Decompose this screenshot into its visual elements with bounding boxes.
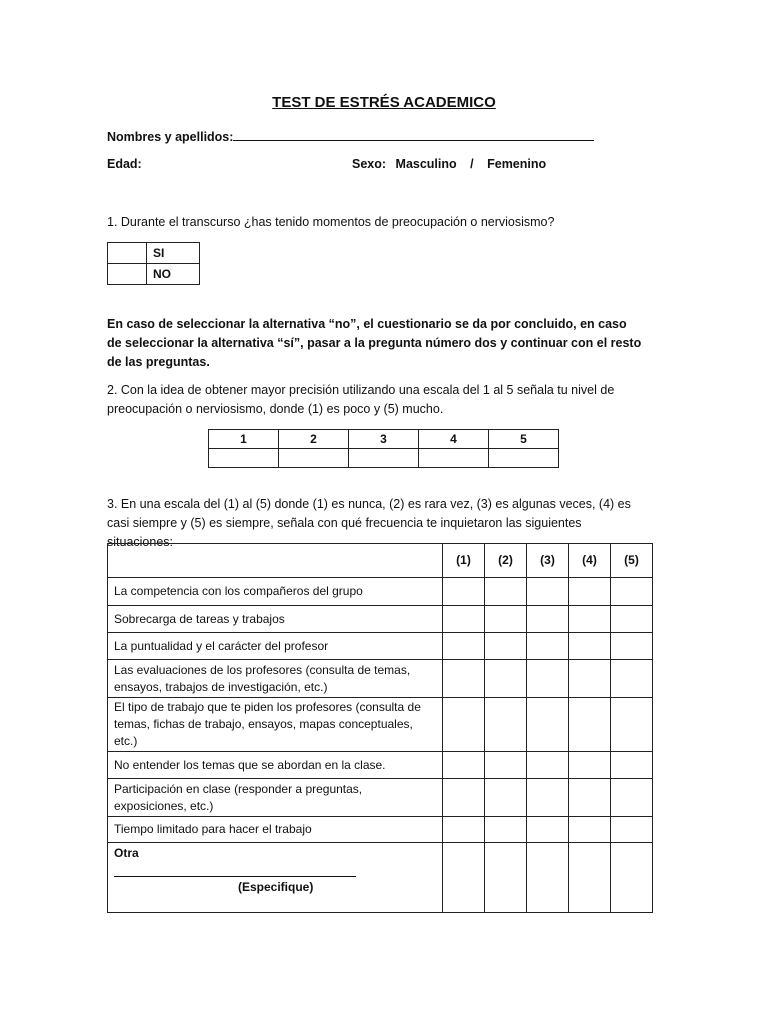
rating-cell[interactable] [485, 843, 527, 913]
situation-label: Participación en clase (responder a preguntas, exposiciones, etc.) [108, 779, 443, 817]
rating-cell[interactable] [611, 752, 653, 779]
question-2: 2. Con la idea de obtener mayor precisión utilizando una escala del 1 al 5 señala tu nivel de preocupación o nerviosismo, donde (1) es poco y (5) mucho. [107, 383, 615, 416]
rating-cell[interactable] [485, 660, 527, 698]
situation-label: El tipo de trabajo que te piden los profesores (consulta de temas, fichas de trabajo, ensayos, mapas conceptuales, etc.) [108, 698, 443, 752]
column-header-4: (4) [569, 544, 611, 578]
scale-answer-1[interactable] [209, 449, 279, 468]
situation-label: Tiempo limitado para hacer el trabajo [108, 817, 443, 843]
instruction-text: En caso de seleccionar la alternativa “no”, el cuestionario se da por concluido, en caso de seleccionar la alternativa “sí”, pasar a la pregunta número dos y continuar con el resto de las preguntas. [107, 317, 642, 369]
rating-cell[interactable] [611, 633, 653, 660]
rating-cell[interactable] [527, 752, 569, 779]
rating-cell[interactable] [527, 633, 569, 660]
scale-label-3: 3 [349, 430, 419, 449]
option-row-si [108, 243, 200, 264]
specify-label: (Especifique) [238, 880, 314, 894]
yes-no-table [107, 242, 200, 285]
question-3: 3. En una escala del (1) al (5) donde (1) es nunca, (2) es rara vez, (3) es algunas veces, (4) es casi siempre y (5) es siempre, señala con qué frecuencia te inquietaron las siguientes situaciones: [107, 497, 631, 549]
column-header-2: (2) [485, 544, 527, 578]
question-1: 1. Durante el transcurso ¿has tenido momentos de preocupación o nerviosismo? [107, 215, 555, 229]
rating-cell[interactable] [569, 817, 611, 843]
frequency-table [107, 543, 653, 913]
column-header-3: (3) [527, 544, 569, 578]
table-row [108, 817, 653, 843]
rating-cell[interactable] [569, 660, 611, 698]
rating-cell[interactable] [485, 633, 527, 660]
situation-label: La competencia con los compañeros del grupo [108, 578, 443, 606]
rating-cell[interactable] [485, 578, 527, 606]
scale-label-2: 2 [279, 430, 349, 449]
frequency-header-row [108, 544, 653, 578]
age-label: Edad: [107, 157, 142, 171]
scale-answer-3[interactable] [349, 449, 419, 468]
rating-cell[interactable] [611, 698, 653, 752]
sex-field [352, 157, 546, 171]
answer-cell-no[interactable] [108, 264, 147, 285]
rating-cell[interactable] [569, 698, 611, 752]
rating-cell[interactable] [611, 660, 653, 698]
rating-cell[interactable] [485, 779, 527, 817]
other-blank-line[interactable] [114, 868, 356, 877]
situation-label: Las evaluaciones de los profesores (consulta de temas, ensayos, trabajos de investigación, etc.) [108, 660, 443, 698]
table-row-other [108, 843, 653, 913]
table-row [108, 752, 653, 779]
scale-header-row [209, 430, 559, 449]
table-row [108, 633, 653, 660]
scale-answer-4[interactable] [419, 449, 489, 468]
other-situation-cell [108, 843, 443, 913]
option-label-si: SI [147, 243, 200, 264]
rating-cell[interactable] [611, 817, 653, 843]
sex-option-female[interactable]: Femenino [487, 157, 547, 171]
name-label: Nombres y apellidos: [107, 130, 234, 144]
rating-cell[interactable] [443, 752, 485, 779]
rating-cell[interactable] [527, 578, 569, 606]
rating-cell[interactable] [485, 817, 527, 843]
option-label-no: NO [147, 264, 200, 285]
situation-label: La puntualidad y el carácter del profesor [108, 633, 443, 660]
scale-table [208, 429, 559, 468]
rating-cell[interactable] [569, 779, 611, 817]
rating-cell[interactable] [527, 779, 569, 817]
rating-cell[interactable] [527, 660, 569, 698]
rating-cell[interactable] [443, 698, 485, 752]
rating-cell[interactable] [611, 843, 653, 913]
page-title: TEST DE ESTRÉS ACADEMICO [272, 94, 496, 111]
rating-cell[interactable] [443, 633, 485, 660]
sex-option-male[interactable]: Masculino [395, 157, 457, 171]
situation-label: Sobrecarga de tareas y trabajos [108, 606, 443, 633]
rating-cell[interactable] [569, 633, 611, 660]
scale-answer-5[interactable] [489, 449, 559, 468]
rating-cell[interactable] [443, 660, 485, 698]
rating-cell[interactable] [485, 606, 527, 633]
rating-cell[interactable] [569, 578, 611, 606]
rating-cell[interactable] [569, 606, 611, 633]
column-header-1: (1) [443, 544, 485, 578]
rating-cell[interactable] [443, 779, 485, 817]
sex-label: Sexo: [352, 157, 387, 171]
table-row [108, 606, 653, 633]
rating-cell[interactable] [485, 698, 527, 752]
scale-label-1: 1 [209, 430, 279, 449]
scale-answer-row [209, 449, 559, 468]
rating-cell[interactable] [527, 698, 569, 752]
scale-label-5: 5 [489, 430, 559, 449]
rating-cell[interactable] [443, 843, 485, 913]
header-blank-cell [108, 544, 443, 578]
table-row [108, 779, 653, 817]
table-row [108, 660, 653, 698]
situation-label: No entender los temas que se abordan en la clase. [108, 752, 443, 779]
rating-cell[interactable] [611, 578, 653, 606]
scale-label-4: 4 [419, 430, 489, 449]
rating-cell[interactable] [443, 606, 485, 633]
rating-cell[interactable] [527, 843, 569, 913]
table-row [108, 698, 653, 752]
rating-cell[interactable] [485, 752, 527, 779]
rating-cell[interactable] [611, 606, 653, 633]
name-blank-line[interactable] [233, 128, 594, 141]
scale-answer-2[interactable] [279, 449, 349, 468]
rating-cell[interactable] [527, 817, 569, 843]
table-row [108, 578, 653, 606]
rating-cell[interactable] [527, 606, 569, 633]
other-label: Otra [114, 846, 139, 860]
sex-separator: / [470, 157, 474, 171]
rating-cell[interactable] [443, 817, 485, 843]
answer-cell-si[interactable] [108, 243, 147, 264]
column-header-5: (5) [611, 544, 653, 578]
rating-cell[interactable] [569, 843, 611, 913]
rating-cell[interactable] [611, 779, 653, 817]
name-field[interactable] [107, 128, 594, 144]
option-row-no [108, 264, 200, 285]
rating-cell[interactable] [569, 752, 611, 779]
rating-cell[interactable] [443, 578, 485, 606]
